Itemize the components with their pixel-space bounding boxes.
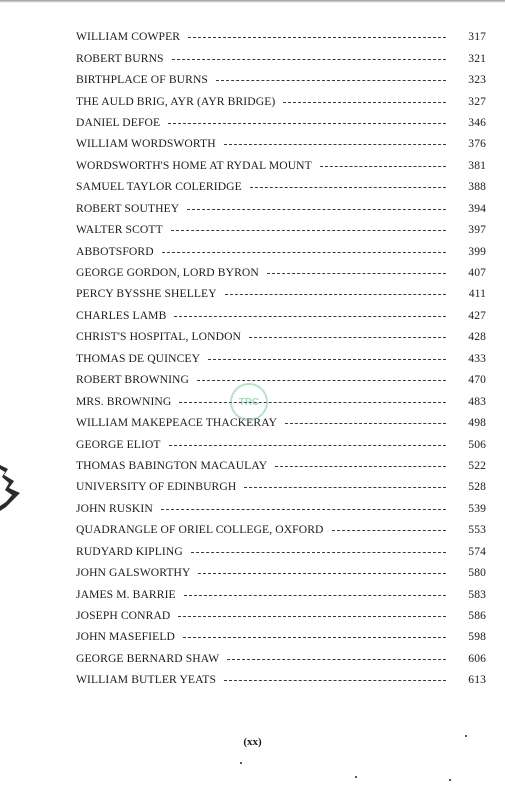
toc-entry [76,326,486,347]
toc-entry-page: 586 [468,609,486,623]
toc-entry-page: 394 [468,201,486,215]
toc-entry-title: UNIVERSITY OF EDINBURGH [76,480,237,494]
toc-entry-title: WILLIAM COWPER [76,30,181,44]
scan-speck [449,779,451,781]
toc-entry-page: 411 [468,287,486,301]
toc-entry [76,240,486,261]
toc-entry-title: JAMES M. BARRIE [76,587,176,601]
dotted-leader [275,466,446,467]
toc-entry-title: JOHN MASEFIELD [76,630,175,644]
toc-entry [76,390,486,411]
toc-entry-title: WILLIAM BUTLER YEATS [76,673,217,687]
scan-top-edge [0,0,505,3]
toc-entry [76,262,486,283]
toc-entry [76,541,486,562]
dotted-leader [183,637,446,638]
toc-entry [76,583,486,604]
dotted-leader [178,616,446,617]
toc-entry-page: 598 [468,630,486,644]
toc-entry [76,112,486,133]
toc-entry-page: 397 [468,223,486,237]
toc-entry-page: 522 [468,458,486,472]
toc-entry-page: 606 [468,651,486,665]
toc-entry [76,348,486,369]
toc-entry [76,498,486,519]
toc-entry-page: 407 [468,266,486,280]
dotted-leader [320,166,446,167]
toc-entry [76,519,486,540]
toc-entry-title: JOHN GALSWORTHY [76,566,191,580]
dotted-leader [332,530,447,531]
toc-entry-title: MRS. BROWNING [76,394,172,408]
toc-entry-title: WORDSWORTH'S HOME AT RYDAL MOUNT [76,158,312,172]
toc-entry-title: GEORGE BERNARD SHAW [76,651,220,665]
page-number: (xx) [243,736,262,748]
toc-entry-page: 346 [468,115,486,129]
toc-entry [76,47,486,68]
toc-entry-title: SAMUEL TAYLOR COLERIDGE [76,180,242,194]
toc-entry [76,626,486,647]
toc-entry-title: THOMAS BABINGTON MACAULAY [76,458,268,472]
toc-entry-title: JOSEPH CONRAD [76,609,171,623]
toc-entry-page: 376 [468,137,486,151]
toc-entry [76,669,486,690]
dotted-leader [227,659,446,660]
toc-entry-title: WILLIAM WORDSWORTH [76,137,216,151]
toc-entry-title: ABBOTSFORD [76,244,154,258]
toc-entry-page: 428 [468,330,486,344]
torn-page-edge [0,455,30,525]
toc-entry-title: CHRIST'S HOSPITAL, LONDON [76,330,242,344]
toc-entry-title: PERCY BYSSHE SHELLEY [76,287,217,301]
toc-entry-title: GEORGE ELIOT [76,437,161,451]
toc-entry-title: ROBERT BROWNING [76,373,189,387]
dotted-leader [285,423,446,424]
toc-entry-page: 327 [468,94,486,108]
toc-entry-page: 433 [468,351,486,365]
dotted-leader [168,123,446,124]
dotted-leader [187,209,446,210]
toc-entry-page: 553 [468,523,486,537]
toc-entry-page: 381 [468,158,486,172]
dotted-leader [224,144,446,145]
toc-entry-page: 506 [468,437,486,451]
dotted-leader [161,509,446,510]
toc-entry-page: 498 [468,416,486,430]
dotted-leader [184,595,446,596]
dotted-leader [197,380,446,381]
toc-entry-page: 580 [468,566,486,580]
toc-entry [76,305,486,326]
trc-watermark [230,383,268,421]
toc-entry [76,648,486,669]
toc-entry-title: WILLIAM MAKEPEACE THACKERAY [76,416,278,430]
toc-entry-page: 399 [468,244,486,258]
toc-entry [76,412,486,433]
toc-entry-title: ROBERT BURNS [76,51,164,65]
dotted-leader [225,294,446,295]
toc-entry [76,219,486,240]
toc-entry [76,198,486,219]
dotted-leader [172,59,446,60]
toc-entry-page: 321 [468,51,486,65]
toc-entry-title: THE AULD BRIG, AYR (AYR BRIDGE) [76,94,276,108]
toc-entry-title: BIRTHPLACE OF BURNS [76,73,208,87]
dotted-leader [198,573,446,574]
scan-speck [465,735,467,737]
toc-entry [76,605,486,626]
toc-entry [76,369,486,390]
dotted-leader [224,680,446,681]
toc-entry-title: QUADRANGLE OF ORIEL COLLEGE, OXFORD [76,523,324,537]
dotted-leader [162,252,446,253]
toc-entry [76,476,486,497]
toc-entry-page: 613 [468,673,486,687]
toc-entry-page: 483 [468,394,486,408]
toc-entry-title: RUDYARD KIPLING [76,544,183,558]
toc-entry-page: 583 [468,587,486,601]
toc-entry-page: 528 [468,480,486,494]
toc-entry [76,133,486,154]
toc-entry-page: 323 [468,73,486,87]
dotted-leader [249,337,446,338]
scan-speck [355,776,357,778]
dotted-leader [216,80,446,81]
toc-entry-title: WALTER SCOTT [76,223,163,237]
dotted-leader [174,316,446,317]
toc-entry-title: JOHN RUSKIN [76,501,153,515]
toc-entry-title: DANIEL DEFOE [76,115,161,129]
toc-entry [76,562,486,583]
dotted-leader [244,487,446,488]
dotted-leader [208,359,446,360]
watermark-text: TRC [238,396,260,408]
toc-entry [76,283,486,304]
toc-entry [76,155,486,176]
toc-entry-page: 388 [468,180,486,194]
dotted-leader [179,402,446,403]
dotted-leader [250,187,446,188]
dotted-leader [188,37,446,38]
toc-entry-page: 574 [468,544,486,558]
toc-entry [76,176,486,197]
toc-entry-title: ROBERT SOUTHEY [76,201,180,215]
dotted-leader [169,445,446,446]
toc-entry-page: 470 [468,373,486,387]
table-of-illustrations [76,26,486,691]
scan-speck [240,762,242,764]
toc-entry [76,433,486,454]
toc-entry-title: THOMAS DE QUINCEY [76,351,201,365]
toc-entry [76,69,486,90]
dotted-leader [267,273,446,274]
toc-entry [76,90,486,111]
toc-entry [76,26,486,47]
toc-entry [76,455,486,476]
toc-entry-page: 539 [468,501,486,515]
toc-entry-title: GEORGE GORDON, LORD BYRON [76,266,259,280]
toc-entry-page: 427 [468,308,486,322]
dotted-leader [171,230,446,231]
toc-entry-title: CHARLES LAMB [76,308,167,322]
dotted-leader [283,102,446,103]
dotted-leader [191,552,446,553]
toc-entry-page: 317 [468,30,486,44]
